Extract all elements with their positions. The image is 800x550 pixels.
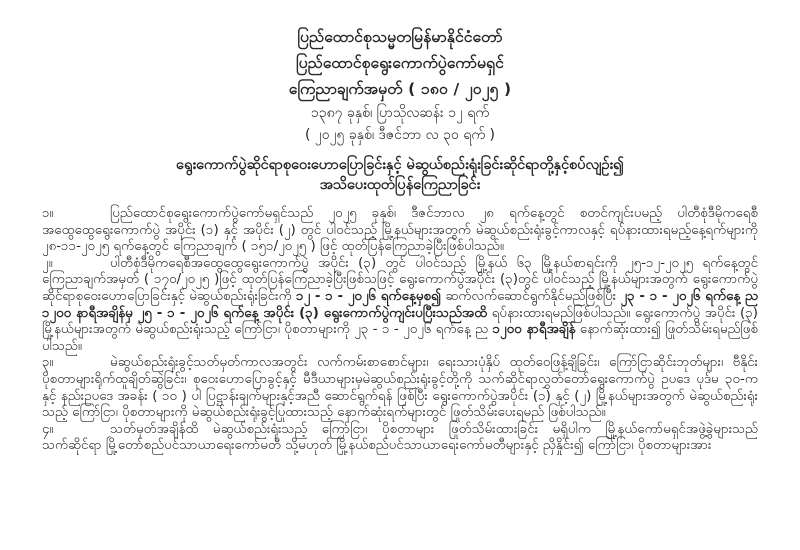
- myanmar-calendar-date: ၁၃၈၇ ခုနှစ်၊ ပြာသိုလဆန်း ၁၂ ရက်: [310, 105, 490, 121]
- nation-title: ပြည်ထောင်စုသမ္မတမြန်မာနိုင်ငံတော်: [297, 28, 503, 46]
- paragraph-number: ၄။: [42, 421, 54, 437]
- paragraph-text-run: ၁၂ - ၁ - ၂၀၂၆ ရက်နေ့မှစ၍: [296, 288, 442, 304]
- paragraph-number: ၁။: [42, 206, 54, 221]
- announcement-subject: [42, 155, 758, 195]
- paragraph-text-run: သတ်မှတ်အချိန်ထိ မဲဆွယ်စည်းရုံးသည့် ကြော်ငြာ၊ ပိုစတာများ ဖြုတ်သိမ်းထားခြင်း မရှိပါက မြို့နယ်ကော်မရှင်အဖွဲ့ခွဲများသည် သက်ဆိုင်ရာ မြို့တော်စည်ပင်သာယာရေးကော်မတီ သို့မဟုတ် မြို့နယ်စည်ပင်သာယာရေးကော်မတီများနှင့် ညှိနှိုင်း၍ ကြော်ငြာ၊ ပိုစတာများအား: [42, 421, 758, 454]
- document-header: [42, 24, 758, 146]
- paragraph: [42, 355, 758, 421]
- subject-title-line: အသိပေးထုတ်ပြန်ကြေညာခြင်း: [319, 177, 481, 193]
- paragraph-text-run: မဲဆွယ်စည်းရုံးခွင့်သတ်မှတ်ကာလအတွင်း လက်ကမ်းစာစောင်များ၊ ရေးသားပုံနှိပ် ထုတ်ဝေဖြန့်ချိခြင်း၊ ကြော်ငြာဆိုင်းဘုတ်များ၊ ဗီနိုင်းပိုစတာများရိုက်ထူချိတ်ဆွဲခြင်း၊ စုဝေးဟောပြောခွင့်နှင့် မီဒီယာများမှမဲဆွယ်စည်းရုံးခွင့်တို့ကို သက်ဆိုင်ရာလွှတ်တော်ရွေးကောက်ပွဲ ဥပဒေ ပုဒ်မ ၃၀-က နှင့် နည်းဥပဒေ အခန်း ( ၁၀ ) ပါ ပြဋ္ဌာန်းချက်များနှင့်အညီ ဆောင်ရွက်ရန် ဖြစ်ပြီး ရွေးကောက်ပွဲအပိုင်း (၁) နှင့် (၂) မြို့နယ်များအတွက် မဲဆွယ်စည်းရုံးသည့် ကြော်ငြာ၊ ပိုစတာများကို မဲဆွယ်စည်းရုံးခွင့်ပြုထားသည့် နောက်ဆုံးရက်များတွင် ဖြုတ်သိမ်းပေးရမည် ဖြစ်ပါသည်။: [42, 355, 758, 421]
- gregorian-date: ( ၂၀၂၅ ခုနှစ်၊ ဒီဇင်ဘာ လ ၃၀ ရက် ): [304, 127, 496, 143]
- paragraph-number: ၃။: [42, 355, 54, 371]
- paragraph-text-run: ၁၂၀၀ နာရီအချိန်: [492, 322, 576, 338]
- paragraph-text-run: ပြည်ထောင်စုရွေးကောက်ပွဲကော်မရှင်သည် ၂၀၂၅ ခုနှစ်၊ ဒီဇင်ဘာလ ၂၈ ရက်နေ့တွင် စတင်ကျင်းပမည့် ပါတီစုံဒီမိုကရေစီအထွေထွေရွေးကောက်ပွဲ အပိုင်း (၁) နှင့် အပိုင်း (၂) တွင် ပါဝင်သည့် မြို့နယ်များအတွက် မဲဆွယ်စည်းရုံးခွင့်ကာလနှင့် ရပ်နားထားရမည့်နေ့ရက်များကို ၂၈-၁၁-၂၀၂၅ ရက်နေ့တွင် ကြေညာချက် ( ၁၅၁/၂၀၂၅ ) ဖြင့် ထုတ်ပြန်ကြေညာခဲ့ပြီးဖြစ်ပါသည်။: [42, 206, 758, 255]
- paragraph-text-run: ၂၃ - ၁ - ၂၀၂၆ ရက်နေ့ ည ၁၂၀၀ နာရီအချိန်မှ ၂၅ - ၁ - ၂၀၂၆ ရက်နေ့ အပိုင်း (၃) ရွေးကောက်ပွဲကျင်းပပြီးသည်အထိ: [42, 288, 758, 321]
- paragraph: [42, 206, 758, 256]
- subject-title-line: ရွေးကောက်ပွဲဆိုင်ရာစုဝေးဟောပြောခြင်းနှင့် မဲဆွယ်စည်းရုံးခြင်းဆိုင်ရာတို့နှင့်စပ်လျဉ်း၍: [175, 157, 625, 173]
- paragraph-text-run: ဆက်လက်ဆောင်ရွက်နိုင်မည်ဖြစ်ပြီး: [441, 288, 621, 304]
- announcement-number: ကြေညာချက်အမှတ် ( ၁၈၀ / ၂၀၂၅ ): [288, 80, 512, 98]
- paragraph-text-run: ပါတီစုံဒီမိုကရေစီအထွေထွေရွေးကောက်ပွဲ အပိုင်း (၃) တွင် ပါဝင်သည့် မြို့နယ် ၆၃ မြို့နယ်စာရင်းကို ၂၅-၁၂-၂၀၂၅ ရက်နေ့တွင် ကြေညာချက်အမှတ် ( ၁၇၀/၂၀၂၅ )ဖြင့် ထုတ်ပြန်ကြေညာခဲ့ပြီးဖြစ်သဖြင့် ရွေးကောက်ပွဲအပိုင်း (၃)တွင် ပါဝင်သည့် မြို့နယ်များအတွက် ရွေးကောက်ပွဲဆိုင်ရာစုဝေးဟောပြောခြင်းနှင့် မဲဆွယ်စည်းရုံးခြင်းကို: [42, 255, 758, 304]
- paragraph: [42, 422, 758, 455]
- paragraph-text-run: ရပ်နားထားရမည်ဖြစ်ပါသည်။ ရွေးကောက်ပွဲ အပိုင်း (၃) မြို့နယ်များအတွက် မဲဆွယ်စည်းရုံးသည့် ကြော်ငြာ၊ ပိုစတာများကို ၂၃ - ၁ - ၂၀၂၆ ရက်နေ့ ည: [42, 305, 758, 338]
- paragraph-number: ၂။: [42, 255, 53, 271]
- paragraph-text-run: နောက်ဆုံးထား၍ ဖြုတ်သိမ်းရမည်ဖြစ်ပါသည်။: [42, 322, 758, 354]
- paragraphs-container: [42, 206, 758, 455]
- paragraph: [42, 256, 758, 356]
- commission-name: ပြည်ထောင်စုရွေးကောက်ပွဲကော်မရှင်: [296, 54, 504, 72]
